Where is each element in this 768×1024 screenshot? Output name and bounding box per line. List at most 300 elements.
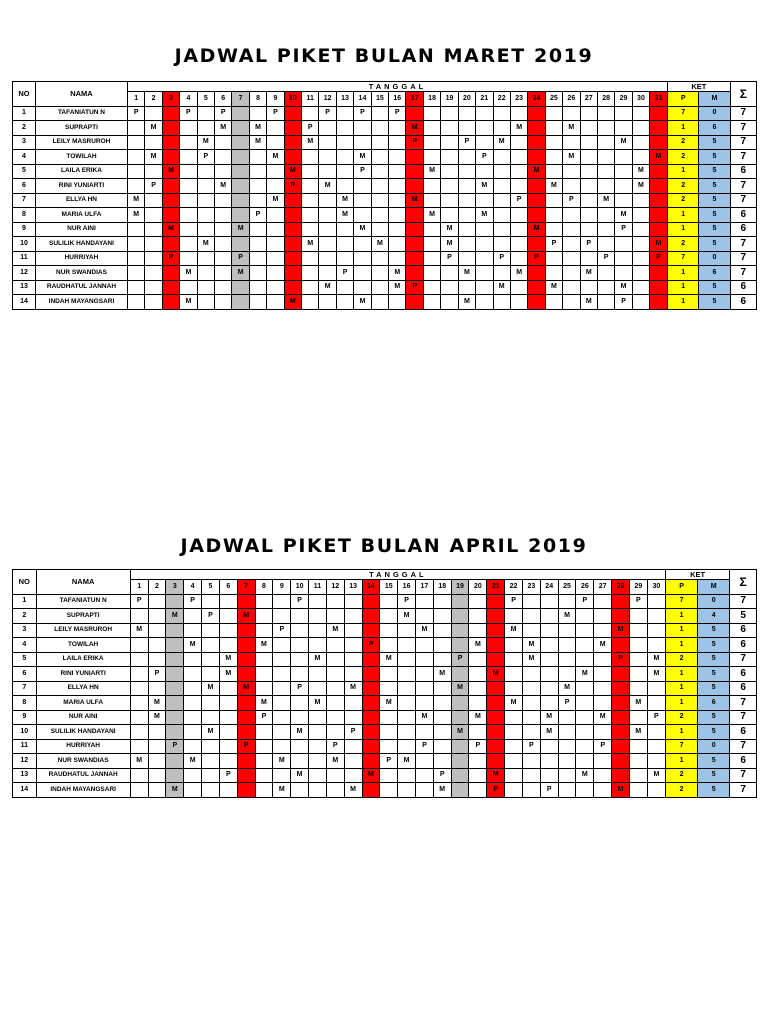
duty-mark: M	[237, 681, 255, 696]
duty-cell	[629, 768, 647, 783]
duty-mark: M	[558, 681, 576, 696]
duty-cell	[326, 652, 344, 667]
duty-cell	[255, 783, 273, 798]
duty-cell	[493, 121, 510, 136]
duty-mark: M	[309, 652, 327, 667]
duty-cell	[540, 594, 558, 609]
duty-mark: P	[389, 106, 406, 121]
duty-cell	[202, 667, 220, 682]
duty-mark: M	[493, 280, 510, 295]
staff-name: NUR SWANDIAS	[36, 754, 130, 769]
duty-cell	[493, 222, 510, 237]
duty-cell	[615, 164, 632, 179]
row-number: 13	[13, 768, 37, 783]
duty-mark: M	[232, 222, 249, 237]
duty-mark: M	[545, 179, 562, 194]
duty-cell	[232, 193, 249, 208]
row-number: 5	[13, 652, 37, 667]
duty-cell	[380, 710, 398, 725]
duty-cell	[302, 295, 319, 310]
table-row	[13, 164, 757, 179]
duty-cell	[284, 121, 301, 136]
count-m: 5	[699, 135, 730, 150]
duty-cell	[302, 280, 319, 295]
duty-cell	[398, 667, 416, 682]
duty-cell	[302, 208, 319, 223]
duty-cell	[197, 251, 214, 266]
duty-mark: P	[522, 739, 540, 754]
header-row	[13, 570, 757, 580]
count-m: 5	[698, 667, 730, 682]
duty-mark: M	[197, 135, 214, 150]
duty-cell	[406, 179, 423, 194]
duty-cell	[615, 266, 632, 281]
day-number: 22	[493, 92, 510, 107]
count-p: 2	[667, 237, 698, 252]
duty-cell	[255, 754, 273, 769]
duty-mark: M	[563, 150, 580, 165]
duty-mark: P	[255, 710, 273, 725]
duty-cell	[458, 193, 475, 208]
duty-cell	[380, 739, 398, 754]
day-number: 9	[267, 92, 284, 107]
col-header-ket: KET	[667, 82, 730, 92]
duty-cell	[202, 739, 220, 754]
duty-cell	[650, 295, 668, 310]
duty-mark: M	[647, 652, 665, 667]
duty-mark: M	[319, 179, 336, 194]
duty-cell	[162, 135, 179, 150]
duty-cell	[184, 725, 202, 740]
col-header-tanggal: TANGGAL	[127, 82, 667, 92]
duty-mark: P	[629, 594, 647, 609]
duty-cell	[487, 638, 505, 653]
duty-mark: M	[580, 295, 597, 310]
duty-mark: P	[354, 164, 371, 179]
table-row	[13, 754, 757, 769]
duty-cell	[127, 295, 144, 310]
staff-name: TAFANIATUN N	[35, 106, 127, 121]
duty-cell	[406, 237, 423, 252]
duty-cell	[632, 266, 649, 281]
duty-cell	[441, 150, 458, 165]
count-m: 5	[698, 725, 730, 740]
duty-cell	[219, 609, 237, 624]
duty-mark: M	[380, 696, 398, 711]
row-total: 7	[730, 768, 757, 783]
duty-cell	[380, 783, 398, 798]
duty-mark: M	[487, 667, 505, 682]
day-number: 21	[476, 92, 493, 107]
duty-mark: M	[202, 681, 220, 696]
count-m: 5	[699, 295, 730, 310]
duty-cell	[309, 638, 327, 653]
duty-cell	[594, 696, 612, 711]
row-total: 7	[730, 237, 756, 252]
duty-cell	[510, 222, 527, 237]
staff-name: RAUDHATUL JANNAH	[35, 280, 127, 295]
duty-cell	[202, 710, 220, 725]
duty-cell	[458, 164, 475, 179]
duty-mark: M	[493, 135, 510, 150]
duty-cell	[545, 251, 562, 266]
duty-mark: M	[469, 638, 487, 653]
duty-cell	[232, 150, 249, 165]
duty-cell	[469, 623, 487, 638]
duty-cell	[563, 164, 580, 179]
col-header-sigma: Σ	[730, 82, 756, 107]
duty-cell	[469, 783, 487, 798]
duty-cell	[650, 121, 668, 136]
duty-cell	[166, 667, 184, 682]
count-p: 2	[666, 783, 698, 798]
duty-cell	[371, 251, 388, 266]
staff-name: SUPRAPTI	[35, 121, 127, 136]
duty-cell	[632, 208, 649, 223]
duty-cell	[232, 121, 249, 136]
duty-cell	[309, 681, 327, 696]
duty-cell	[219, 754, 237, 769]
duty-cell	[597, 222, 614, 237]
duty-mark: P	[615, 295, 632, 310]
duty-mark: M	[528, 222, 545, 237]
duty-mark: M	[267, 193, 284, 208]
duty-cell	[415, 594, 433, 609]
duty-cell	[291, 710, 309, 725]
duty-cell	[162, 266, 179, 281]
duty-cell	[451, 754, 469, 769]
duty-cell	[615, 237, 632, 252]
row-number: 6	[13, 667, 37, 682]
duty-cell	[267, 222, 284, 237]
duty-cell	[493, 295, 510, 310]
staff-name: ELLYA HN	[36, 681, 130, 696]
duty-mark: P	[219, 768, 237, 783]
duty-cell	[423, 266, 440, 281]
day-number: 28	[612, 580, 630, 595]
duty-cell	[148, 754, 166, 769]
duty-cell	[130, 768, 148, 783]
row-number: 13	[13, 280, 36, 295]
duty-cell	[255, 725, 273, 740]
duty-cell	[476, 266, 493, 281]
row-total: 7	[730, 739, 757, 754]
duty-cell	[219, 710, 237, 725]
day-number: 25	[558, 580, 576, 595]
duty-cell	[558, 623, 576, 638]
duty-cell	[255, 652, 273, 667]
row-number: 10	[13, 237, 36, 252]
duty-cell	[632, 106, 649, 121]
duty-cell	[130, 609, 148, 624]
day-number: 14	[354, 92, 371, 107]
duty-cell	[469, 609, 487, 624]
day-number: 25	[545, 92, 562, 107]
day-number: 29	[629, 580, 647, 595]
duty-cell	[215, 266, 232, 281]
count-p: 1	[666, 696, 698, 711]
duty-mark: M	[487, 768, 505, 783]
duty-cell	[615, 193, 632, 208]
row-number: 14	[13, 295, 36, 310]
duty-cell	[597, 237, 614, 252]
duty-cell	[476, 222, 493, 237]
duty-cell	[423, 222, 440, 237]
duty-mark: M	[629, 696, 647, 711]
duty-mark: M	[563, 121, 580, 136]
staff-name: TOWILAH	[35, 150, 127, 165]
duty-cell	[326, 638, 344, 653]
duty-cell	[219, 623, 237, 638]
duty-cell	[528, 150, 545, 165]
duty-cell	[415, 754, 433, 769]
duty-mark: P	[354, 106, 371, 121]
duty-cell	[441, 121, 458, 136]
staff-name: INDAH MAYANGSARI	[35, 295, 127, 310]
day-number: 19	[451, 580, 469, 595]
duty-cell	[371, 193, 388, 208]
row-number: 14	[13, 783, 37, 798]
count-m: 5	[699, 222, 730, 237]
staff-name: NUR AINI	[36, 710, 130, 725]
duty-cell	[354, 280, 371, 295]
row-number: 11	[13, 251, 36, 266]
duty-cell	[469, 725, 487, 740]
duty-mark: M	[291, 768, 309, 783]
row-total: 6	[730, 164, 756, 179]
duty-cell	[326, 667, 344, 682]
duty-mark: P	[398, 594, 416, 609]
duty-cell	[371, 121, 388, 136]
schedule-table-maret	[12, 81, 757, 310]
duty-mark: M	[594, 710, 612, 725]
duty-mark: M	[197, 237, 214, 252]
duty-cell	[380, 623, 398, 638]
duty-cell	[505, 768, 523, 783]
duty-mark: P	[415, 739, 433, 754]
duty-cell	[545, 135, 562, 150]
duty-mark: P	[615, 222, 632, 237]
duty-mark: M	[505, 623, 523, 638]
duty-cell	[319, 150, 336, 165]
duty-cell	[273, 681, 291, 696]
duty-mark: P	[326, 739, 344, 754]
duty-mark: M	[615, 135, 632, 150]
duty-cell	[629, 783, 647, 798]
duty-cell	[249, 179, 266, 194]
duty-cell	[145, 222, 162, 237]
duty-cell	[162, 295, 179, 310]
table-row	[13, 638, 757, 653]
duty-cell	[505, 754, 523, 769]
day-number: 15	[371, 92, 388, 107]
duty-cell	[597, 179, 614, 194]
duty-cell	[237, 696, 255, 711]
duty-cell	[184, 623, 202, 638]
duty-cell	[127, 266, 144, 281]
duty-cell	[505, 609, 523, 624]
duty-cell	[380, 681, 398, 696]
duty-cell	[632, 222, 649, 237]
duty-cell	[650, 106, 668, 121]
duty-mark: M	[219, 652, 237, 667]
duty-mark: M	[344, 681, 362, 696]
duty-cell	[398, 710, 416, 725]
duty-cell	[237, 754, 255, 769]
duty-cell	[344, 696, 362, 711]
duty-mark: M	[406, 193, 423, 208]
day-number: 31	[650, 92, 668, 107]
duty-cell	[563, 266, 580, 281]
duty-cell	[522, 754, 540, 769]
duty-cell	[576, 609, 594, 624]
duty-cell	[267, 280, 284, 295]
count-p: 1	[666, 609, 698, 624]
duty-cell	[458, 237, 475, 252]
duty-cell	[522, 623, 540, 638]
count-p: 1	[667, 121, 698, 136]
duty-cell	[415, 667, 433, 682]
duty-cell	[291, 783, 309, 798]
duty-cell	[594, 667, 612, 682]
duty-mark: P	[145, 179, 162, 194]
day-number: 10	[291, 580, 309, 595]
duty-cell	[415, 681, 433, 696]
day-number: 13	[344, 580, 362, 595]
duty-cell	[302, 266, 319, 281]
duty-cell	[130, 652, 148, 667]
duty-cell	[336, 237, 353, 252]
table-row	[13, 179, 757, 194]
duty-mark: M	[255, 638, 273, 653]
duty-cell	[451, 768, 469, 783]
duty-cell	[406, 222, 423, 237]
duty-cell	[650, 222, 668, 237]
duty-cell	[476, 164, 493, 179]
duty-cell	[273, 667, 291, 682]
duty-cell	[433, 652, 451, 667]
staff-name: LAILA ERIKA	[36, 652, 130, 667]
duty-mark: M	[580, 266, 597, 281]
duty-cell	[487, 696, 505, 711]
duty-cell	[540, 609, 558, 624]
ket-p-header: P	[667, 92, 698, 107]
duty-cell	[433, 725, 451, 740]
duty-mark: M	[458, 295, 475, 310]
duty-cell	[510, 251, 527, 266]
duty-cell	[510, 106, 527, 121]
row-total: 7	[730, 193, 756, 208]
duty-cell	[522, 609, 540, 624]
duty-mark: M	[540, 710, 558, 725]
col-header-nama: NAMA	[36, 570, 130, 595]
table-row	[13, 280, 757, 295]
duty-mark: M	[148, 696, 166, 711]
duty-cell	[650, 208, 668, 223]
duty-cell	[505, 667, 523, 682]
duty-cell	[184, 739, 202, 754]
duty-mark: P	[563, 193, 580, 208]
duty-cell	[650, 266, 668, 281]
duty-cell	[580, 193, 597, 208]
col-header-no: NO	[13, 570, 37, 595]
count-p: 7	[666, 594, 698, 609]
duty-cell	[476, 106, 493, 121]
duty-cell	[127, 280, 144, 295]
duty-cell	[148, 783, 166, 798]
duty-cell	[629, 609, 647, 624]
duty-cell	[284, 106, 301, 121]
duty-cell	[326, 681, 344, 696]
count-p: 1	[666, 725, 698, 740]
row-number: 4	[13, 150, 36, 165]
duty-mark: M	[558, 609, 576, 624]
duty-cell	[406, 208, 423, 223]
duty-cell	[249, 266, 266, 281]
duty-cell	[612, 638, 630, 653]
duty-cell	[184, 652, 202, 667]
duty-cell	[273, 638, 291, 653]
duty-cell	[563, 179, 580, 194]
table-row	[13, 208, 757, 223]
staff-name: SUPRAPTI	[36, 609, 130, 624]
duty-cell	[487, 681, 505, 696]
duty-cell	[441, 295, 458, 310]
staff-name: ELLYA HN	[35, 193, 127, 208]
duty-cell	[371, 150, 388, 165]
day-number: 3	[166, 580, 184, 595]
duty-mark: M	[319, 280, 336, 295]
duty-cell	[237, 710, 255, 725]
duty-mark: M	[632, 164, 649, 179]
duty-cell	[336, 280, 353, 295]
duty-cell	[580, 251, 597, 266]
col-header-ket: KET	[666, 570, 730, 580]
duty-cell	[309, 754, 327, 769]
day-number: 3	[162, 92, 179, 107]
row-total: 7	[730, 179, 756, 194]
duty-cell	[647, 739, 665, 754]
duty-cell	[629, 710, 647, 725]
duty-cell	[493, 237, 510, 252]
duty-cell	[597, 208, 614, 223]
duty-mark: M	[127, 208, 144, 223]
duty-cell	[219, 594, 237, 609]
duty-cell	[215, 164, 232, 179]
duty-cell	[647, 696, 665, 711]
duty-cell	[415, 609, 433, 624]
day-number: 22	[505, 580, 523, 595]
duty-cell	[273, 739, 291, 754]
duty-cell	[249, 222, 266, 237]
row-total: 6	[730, 623, 757, 638]
staff-name: SULILIK HANDAYANI	[35, 237, 127, 252]
duty-cell	[597, 295, 614, 310]
duty-mark: P	[612, 652, 630, 667]
duty-mark: P	[127, 106, 144, 121]
duty-cell	[563, 106, 580, 121]
duty-cell	[273, 652, 291, 667]
duty-cell	[458, 121, 475, 136]
duty-cell	[249, 106, 266, 121]
duty-cell	[302, 106, 319, 121]
duty-mark: P	[291, 681, 309, 696]
duty-cell	[594, 594, 612, 609]
duty-cell	[451, 783, 469, 798]
duty-cell	[580, 150, 597, 165]
duty-cell	[215, 237, 232, 252]
row-number: 8	[13, 696, 37, 711]
